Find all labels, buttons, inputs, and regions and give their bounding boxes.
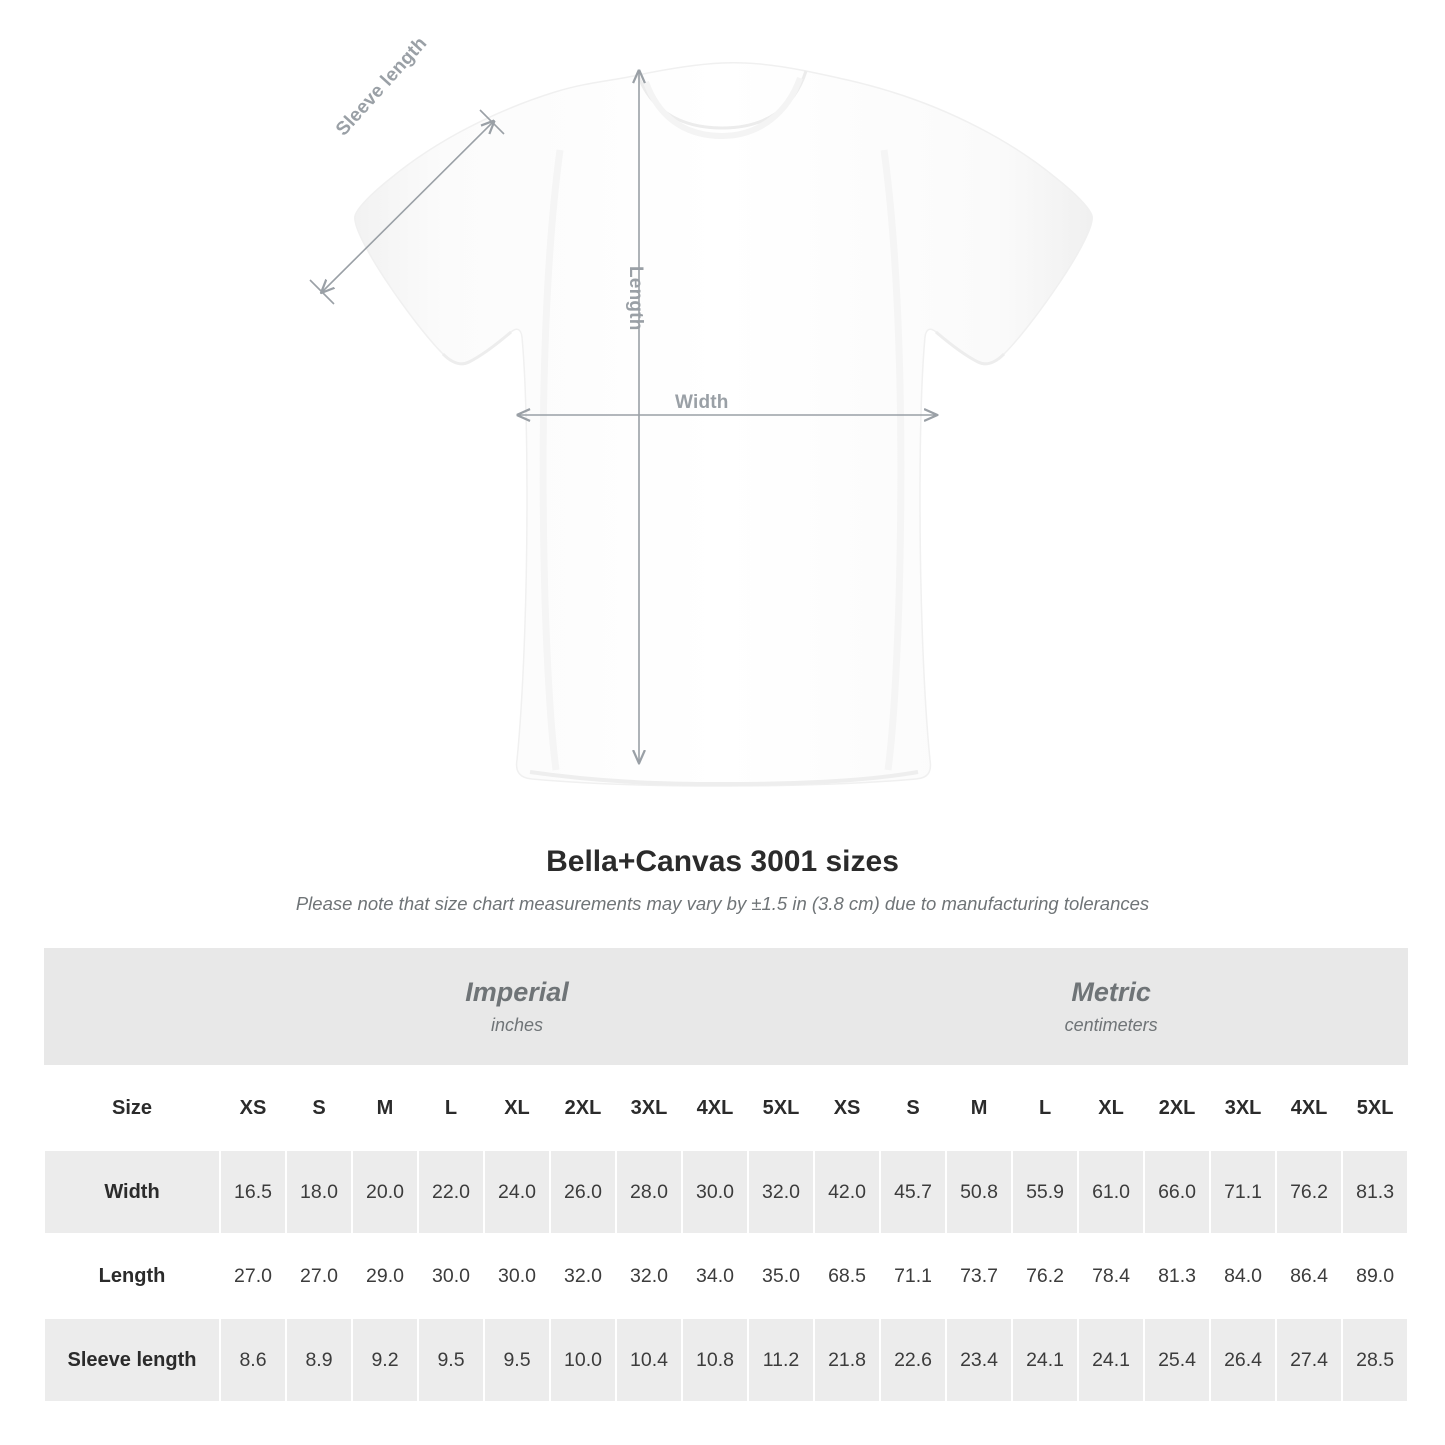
column-header-size-12: L	[1012, 1066, 1078, 1150]
cell-length-14: 81.3	[1144, 1234, 1210, 1318]
cell-width-0: 16.5	[220, 1150, 286, 1234]
cell-sleeve-7: 10.8	[682, 1318, 748, 1402]
cell-length-12: 76.2	[1012, 1234, 1078, 1318]
cell-sleeve-5: 10.0	[550, 1318, 616, 1402]
table-row	[44, 1234, 1408, 1318]
column-header-size: Size	[44, 1066, 220, 1150]
table-row	[44, 1318, 1408, 1402]
cell-length-3: 30.0	[418, 1234, 484, 1318]
unit-group-metric	[814, 948, 1408, 1066]
cell-sleeve-14: 25.4	[1144, 1318, 1210, 1402]
cell-length-6: 32.0	[616, 1234, 682, 1318]
tolerance-note: Please note that size chart measurements may vary by ±1.5 in (3.8 cm) due to manufacturing tolerances	[295, 893, 1150, 914]
cell-width-8: 32.0	[748, 1150, 814, 1234]
unit-group-metric-sub: centimeters	[1064, 1014, 1158, 1035]
cell-sleeve-10: 22.6	[880, 1318, 946, 1402]
cell-length-9: 68.5	[814, 1234, 880, 1318]
column-header-size-10: S	[880, 1066, 946, 1150]
cell-sleeve-8: 11.2	[748, 1318, 814, 1402]
unit-group-imperial-sub: inches	[491, 1014, 544, 1035]
cell-length-1: 27.0	[286, 1234, 352, 1318]
cell-width-14: 66.0	[1144, 1150, 1210, 1234]
cell-length-15: 84.0	[1210, 1234, 1276, 1318]
column-header-size-3: L	[418, 1066, 484, 1150]
row-header-width: Width	[44, 1150, 220, 1234]
cell-width-17: 81.3	[1342, 1150, 1408, 1234]
unit-group-imperial	[220, 948, 814, 1066]
table-header-row	[44, 1066, 1408, 1150]
cell-sleeve-2: 9.2	[352, 1318, 418, 1402]
cell-sleeve-1: 8.9	[286, 1318, 352, 1402]
column-header-size-11: M	[946, 1066, 1012, 1150]
cell-sleeve-9: 21.8	[814, 1318, 880, 1402]
cell-width-2: 20.0	[352, 1150, 418, 1234]
page-title: Bella+Canvas 3001 sizes	[546, 845, 899, 878]
column-header-size-15: 3XL	[1210, 1066, 1276, 1150]
cell-width-1: 18.0	[286, 1150, 352, 1234]
cell-length-5: 32.0	[550, 1234, 616, 1318]
cell-sleeve-0: 8.6	[220, 1318, 286, 1402]
column-header-size-16: 4XL	[1276, 1066, 1342, 1150]
column-header-size-14: 2XL	[1144, 1066, 1210, 1150]
cell-length-0: 27.0	[220, 1234, 286, 1318]
cell-width-13: 61.0	[1078, 1150, 1144, 1234]
column-header-size-7: 4XL	[682, 1066, 748, 1150]
cell-length-2: 29.0	[352, 1234, 418, 1318]
cell-sleeve-4: 9.5	[484, 1318, 550, 1402]
unit-group-row	[44, 948, 1408, 1066]
cell-length-4: 30.0	[484, 1234, 550, 1318]
cell-sleeve-13: 24.1	[1078, 1318, 1144, 1402]
unit-spacer-cell	[44, 948, 220, 1066]
column-header-size-9: XS	[814, 1066, 880, 1150]
cell-length-13: 78.4	[1078, 1234, 1144, 1318]
cell-sleeve-17: 28.5	[1342, 1318, 1408, 1402]
cell-width-15: 71.1	[1210, 1150, 1276, 1234]
cell-width-6: 28.0	[616, 1150, 682, 1234]
cell-width-7: 30.0	[682, 1150, 748, 1234]
cell-width-5: 26.0	[550, 1150, 616, 1234]
cell-length-11: 73.7	[946, 1234, 1012, 1318]
column-header-size-17: 5XL	[1342, 1066, 1408, 1150]
cell-sleeve-16: 27.4	[1276, 1318, 1342, 1402]
size-chart-table	[43, 948, 1409, 1403]
cell-sleeve-15: 26.4	[1210, 1318, 1276, 1402]
cell-sleeve-11: 23.4	[946, 1318, 1012, 1402]
cell-length-8: 35.0	[748, 1234, 814, 1318]
cell-sleeve-3: 9.5	[418, 1318, 484, 1402]
cell-width-10: 45.7	[880, 1150, 946, 1234]
unit-group-metric-title: Metric	[1071, 977, 1151, 1008]
cell-length-10: 71.1	[880, 1234, 946, 1318]
cell-width-11: 50.8	[946, 1150, 1012, 1234]
row-header-sleeve-length: Sleeve length	[44, 1318, 220, 1402]
tshirt-shape	[355, 63, 1092, 786]
width-label: Width	[675, 392, 729, 413]
cell-sleeve-6: 10.4	[616, 1318, 682, 1402]
column-header-size-2: M	[352, 1066, 418, 1150]
sleeve-length-label: Sleeve length	[332, 33, 432, 141]
cell-width-16: 76.2	[1276, 1150, 1342, 1234]
column-header-size-0: XS	[220, 1066, 286, 1150]
column-header-size-4: XL	[484, 1066, 550, 1150]
cell-width-3: 22.0	[418, 1150, 484, 1234]
row-header-length: Length	[44, 1234, 220, 1318]
cell-length-17: 89.0	[1342, 1234, 1408, 1318]
table-row	[44, 1150, 1408, 1234]
length-label: Length	[625, 266, 646, 331]
cell-length-7: 34.0	[682, 1234, 748, 1318]
cell-sleeve-12: 24.1	[1012, 1318, 1078, 1402]
unit-group-imperial-title: Imperial	[465, 977, 569, 1008]
cell-width-4: 24.0	[484, 1150, 550, 1234]
cell-width-9: 42.0	[814, 1150, 880, 1234]
cell-width-12: 55.9	[1012, 1150, 1078, 1234]
column-header-size-5: 2XL	[550, 1066, 616, 1150]
column-header-size-13: XL	[1078, 1066, 1144, 1150]
column-header-size-8: 5XL	[748, 1066, 814, 1150]
column-header-size-1: S	[286, 1066, 352, 1150]
cell-length-16: 86.4	[1276, 1234, 1342, 1318]
column-header-size-6: 3XL	[616, 1066, 682, 1150]
